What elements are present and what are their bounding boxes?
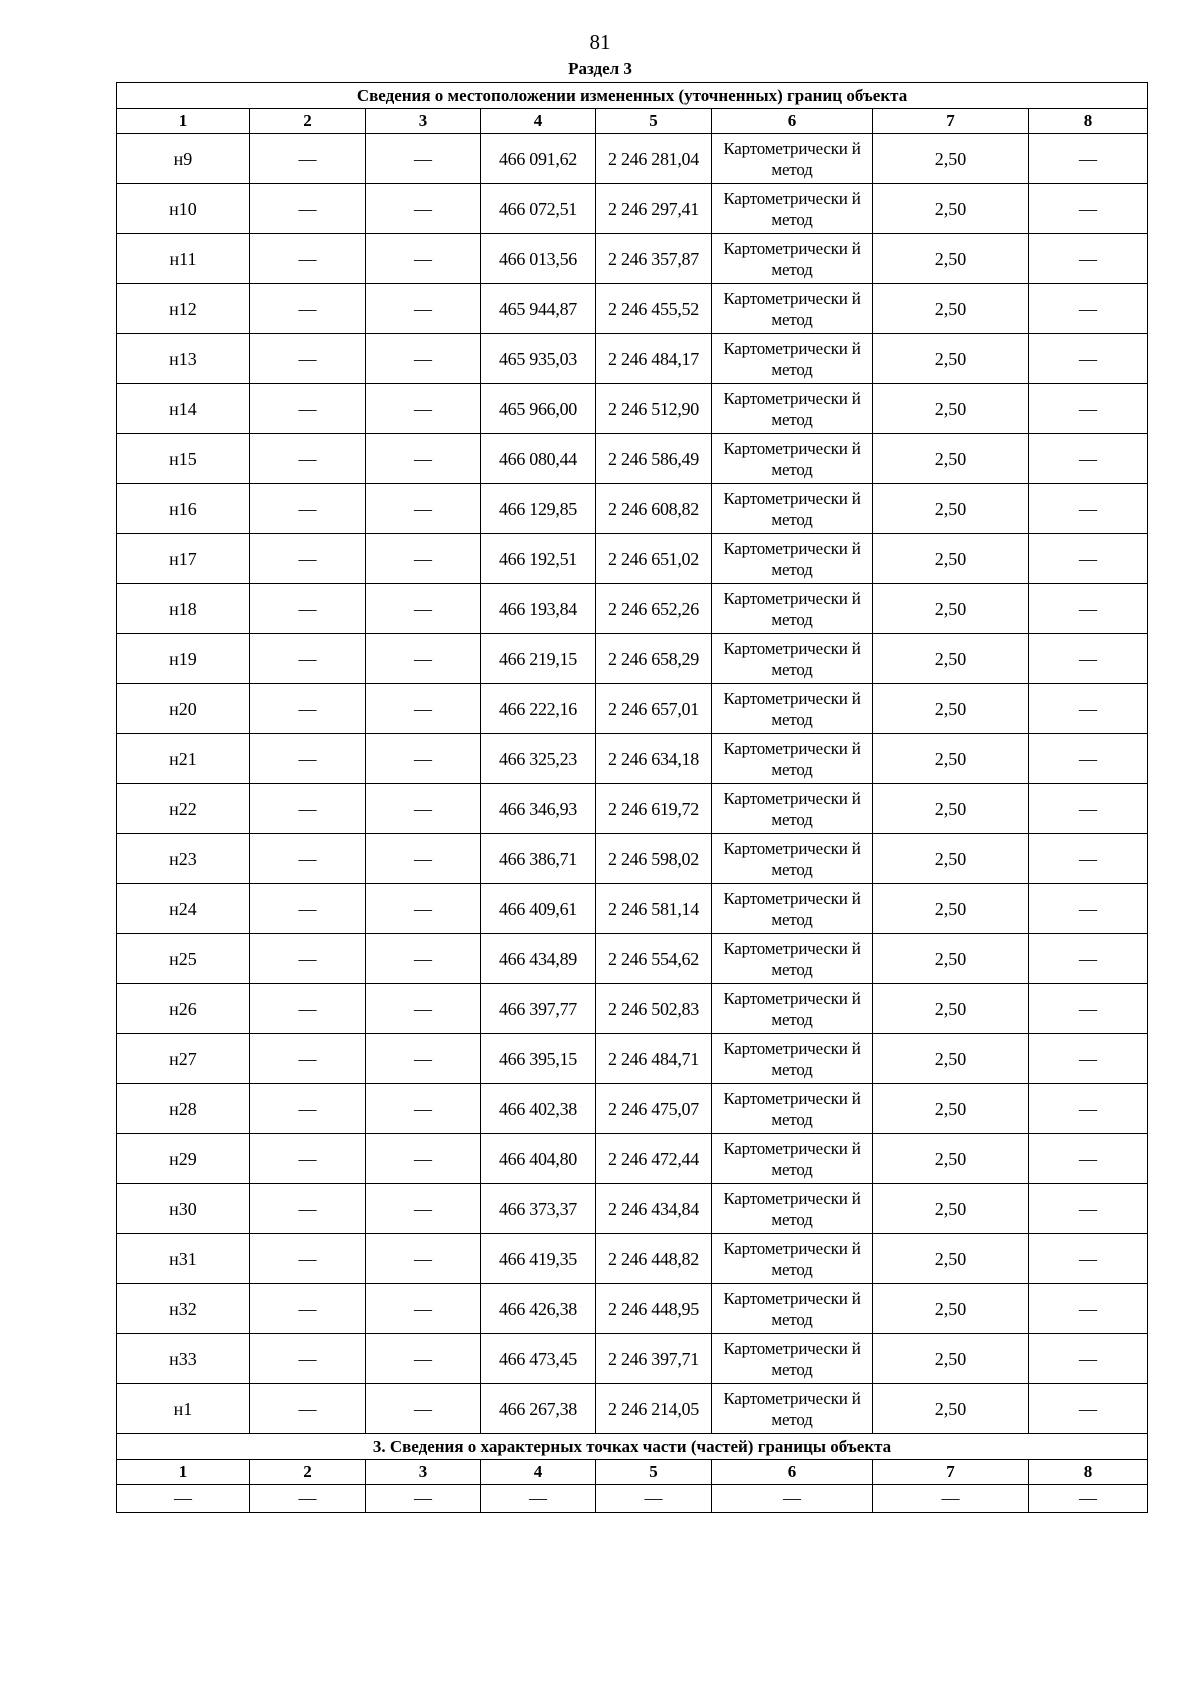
cell-col-8: — <box>1029 834 1148 884</box>
cell-method: Картометрически й метод <box>712 184 873 234</box>
table-row <box>117 934 1148 984</box>
cell-y-coordinate: 2 246 397,71 <box>596 1334 712 1384</box>
cell-y-coordinate: 2 246 586,49 <box>596 434 712 484</box>
table-row <box>117 784 1148 834</box>
cell-method: Картометрически й метод <box>712 534 873 584</box>
cell-x-coordinate: 466 222,16 <box>481 684 596 734</box>
column-number-header: 3 <box>366 1460 481 1485</box>
cell-col-3: — <box>366 184 481 234</box>
cell-method: Картометрически й метод <box>712 1034 873 1084</box>
cell-col-3: — <box>366 134 481 184</box>
table-row <box>117 1184 1148 1234</box>
table-row <box>117 1084 1148 1134</box>
cell-col-8: — <box>1029 134 1148 184</box>
cell-col-8: — <box>1029 1234 1148 1284</box>
cell-point-name: н31 <box>117 1234 250 1284</box>
column-number-header: 6 <box>712 1460 873 1485</box>
cell-accuracy: 2,50 <box>873 984 1029 1034</box>
cell-col-2: — <box>250 984 366 1034</box>
cell-x-coordinate: 466 219,15 <box>481 634 596 684</box>
cell-col-8: — <box>1029 934 1148 984</box>
table-row <box>117 284 1148 334</box>
cell-point-name: н20 <box>117 684 250 734</box>
cell-accuracy: 2,50 <box>873 234 1029 284</box>
cell-col-2: — <box>250 434 366 484</box>
cell-method: — <box>712 1485 873 1513</box>
column-number-header: 5 <box>596 1460 712 1485</box>
cell-col-2: — <box>250 1134 366 1184</box>
cell-x-coordinate: 466 091,62 <box>481 134 596 184</box>
cell-y-coordinate: 2 246 554,62 <box>596 934 712 984</box>
cell-col-8: — <box>1029 184 1148 234</box>
cell-col-2: — <box>250 1334 366 1384</box>
cell-col-8: — <box>1029 384 1148 434</box>
table-row <box>117 1485 1148 1513</box>
cell-col-3: — <box>366 234 481 284</box>
cell-point-name: н16 <box>117 484 250 534</box>
table-body <box>117 83 1148 1513</box>
cell-y-coordinate: 2 246 472,44 <box>596 1134 712 1184</box>
column-number-header: 7 <box>873 1460 1029 1485</box>
cell-y-coordinate: 2 246 657,01 <box>596 684 712 734</box>
cell-x-coordinate: 466 404,80 <box>481 1134 596 1184</box>
cell-accuracy: 2,50 <box>873 1184 1029 1234</box>
cell-y-coordinate: 2 246 634,18 <box>596 734 712 784</box>
cell-x-coordinate: 466 426,38 <box>481 1284 596 1334</box>
cell-accuracy: 2,50 <box>873 1384 1029 1434</box>
cell-y-coordinate: — <box>596 1485 712 1513</box>
cell-x-coordinate: 466 129,85 <box>481 484 596 534</box>
cell-col-3: — <box>366 434 481 484</box>
table-row <box>117 184 1148 234</box>
cell-accuracy: 2,50 <box>873 434 1029 484</box>
cell-method: Картометрически й метод <box>712 834 873 884</box>
cell-col-2: — <box>250 884 366 934</box>
table-row <box>117 1284 1148 1334</box>
cell-accuracy: 2,50 <box>873 734 1029 784</box>
cell-accuracy: 2,50 <box>873 1284 1029 1334</box>
cell-accuracy: 2,50 <box>873 784 1029 834</box>
cell-col-8: — <box>1029 334 1148 384</box>
cell-accuracy: 2,50 <box>873 684 1029 734</box>
cell-x-coordinate: 465 944,87 <box>481 284 596 334</box>
cell-point-name: н10 <box>117 184 250 234</box>
cell-col-3: — <box>366 734 481 784</box>
cell-accuracy: 2,50 <box>873 1234 1029 1284</box>
cell-col-3: — <box>366 334 481 384</box>
cell-accuracy: 2,50 <box>873 484 1029 534</box>
cell-x-coordinate: 466 473,45 <box>481 1334 596 1384</box>
cell-col-3: — <box>366 1084 481 1134</box>
table-row <box>117 634 1148 684</box>
cell-method: Картометрически й метод <box>712 134 873 184</box>
cell-point-name: н17 <box>117 534 250 584</box>
cell-col-2: — <box>250 834 366 884</box>
cell-y-coordinate: 2 246 502,83 <box>596 984 712 1034</box>
cell-x-coordinate: 466 325,23 <box>481 734 596 784</box>
cell-col-2: — <box>250 534 366 584</box>
table1-column-numbers-row <box>117 109 1148 134</box>
table-row <box>117 434 1148 484</box>
cell-method: Картометрически й метод <box>712 934 873 984</box>
cell-col-8: — <box>1029 234 1148 284</box>
table-row <box>117 834 1148 884</box>
cell-method: Картометрически й метод <box>712 784 873 834</box>
cell-col-8: — <box>1029 434 1148 484</box>
cell-y-coordinate: 2 246 619,72 <box>596 784 712 834</box>
cell-col-8: — <box>1029 984 1148 1034</box>
cell-point-name: н18 <box>117 584 250 634</box>
cell-col-3: — <box>366 784 481 834</box>
cell-y-coordinate: 2 246 651,02 <box>596 534 712 584</box>
cell-accuracy: 2,50 <box>873 634 1029 684</box>
cell-x-coordinate: 466 192,51 <box>481 534 596 584</box>
cell-method: Картометрически й метод <box>712 234 873 284</box>
table2-title-row <box>117 1434 1148 1460</box>
table2-column-numbers-row <box>117 1460 1148 1485</box>
column-number-header: 1 <box>117 109 250 134</box>
cell-col-2: — <box>250 634 366 684</box>
table-row <box>117 234 1148 284</box>
cell-x-coordinate: 466 395,15 <box>481 1034 596 1084</box>
table-row <box>117 384 1148 434</box>
cell-col-8: — <box>1029 584 1148 634</box>
cell-point-name: н23 <box>117 834 250 884</box>
table-row <box>117 1234 1148 1284</box>
table-row <box>117 984 1148 1034</box>
cell-point-name: н9 <box>117 134 250 184</box>
cell-point-name: н33 <box>117 1334 250 1384</box>
cell-y-coordinate: 2 246 448,95 <box>596 1284 712 1334</box>
cell-x-coordinate: 466 409,61 <box>481 884 596 934</box>
cell-y-coordinate: 2 246 455,52 <box>596 284 712 334</box>
cell-x-coordinate: 465 935,03 <box>481 334 596 384</box>
cell-accuracy: 2,50 <box>873 1134 1029 1184</box>
column-number-header: 2 <box>250 109 366 134</box>
page-number: 81 <box>589 30 611 54</box>
cell-col-3: — <box>366 1134 481 1184</box>
cell-col-8: — <box>1029 1084 1148 1134</box>
cell-col-2: — <box>250 134 366 184</box>
cell-col-2: — <box>250 384 366 434</box>
cell-method: Картометрически й метод <box>712 734 873 784</box>
cell-point-name: н14 <box>117 384 250 434</box>
cell-method: Картометрически й метод <box>712 584 873 634</box>
cell-col-3: — <box>366 584 481 634</box>
cell-col-2: — <box>250 234 366 284</box>
table1-title: Сведения о местоположении измененных (уточненных) границ объекта <box>117 83 1148 109</box>
cell-col-3: — <box>366 934 481 984</box>
cell-col-2: — <box>250 584 366 634</box>
cell-col-8: — <box>1029 1184 1148 1234</box>
cell-point-name: н24 <box>117 884 250 934</box>
cell-x-coordinate: 466 267,38 <box>481 1384 596 1434</box>
cell-point-name: н27 <box>117 1034 250 1084</box>
cell-method: Картометрически й метод <box>712 284 873 334</box>
cell-y-coordinate: 2 246 297,41 <box>596 184 712 234</box>
cell-accuracy: 2,50 <box>873 284 1029 334</box>
cell-x-coordinate: 466 072,51 <box>481 184 596 234</box>
cell-point-name: н32 <box>117 1284 250 1334</box>
cell-col-8: — <box>1029 1334 1148 1384</box>
cell-y-coordinate: 2 246 652,26 <box>596 584 712 634</box>
cell-col-2: — <box>250 1384 366 1434</box>
cell-col-8: — <box>1029 884 1148 934</box>
table-row <box>117 334 1148 384</box>
table-row <box>117 1384 1148 1434</box>
cell-y-coordinate: 2 246 357,87 <box>596 234 712 284</box>
column-number-header: 3 <box>366 109 481 134</box>
cell-col-2: — <box>250 184 366 234</box>
cell-point-name: н13 <box>117 334 250 384</box>
table-row <box>117 1334 1148 1384</box>
cell-col-2: — <box>250 1284 366 1334</box>
cell-accuracy: 2,50 <box>873 934 1029 984</box>
column-number-header: 7 <box>873 109 1029 134</box>
cell-col-3: — <box>366 884 481 934</box>
cell-point-name: — <box>117 1485 250 1513</box>
cell-x-coordinate: 466 193,84 <box>481 584 596 634</box>
cell-col-3: — <box>366 1284 481 1334</box>
cell-accuracy: 2,50 <box>873 184 1029 234</box>
cell-method: Картометрически й метод <box>712 1084 873 1134</box>
column-number-header: 4 <box>481 1460 596 1485</box>
cell-col-2: — <box>250 684 366 734</box>
cell-method: Картометрически й метод <box>712 484 873 534</box>
cell-col-2: — <box>250 1184 366 1234</box>
cell-y-coordinate: 2 246 581,14 <box>596 884 712 934</box>
cell-point-name: н15 <box>117 434 250 484</box>
cell-col-8: — <box>1029 634 1148 684</box>
cell-x-coordinate: 466 397,77 <box>481 984 596 1034</box>
cell-col-3: — <box>366 634 481 684</box>
cell-method: Картометрически й метод <box>712 1334 873 1384</box>
cell-method: Картометрически й метод <box>712 884 873 934</box>
cell-method: Картометрически й метод <box>712 984 873 1034</box>
cell-col-3: — <box>366 1384 481 1434</box>
cell-col-8: — <box>1029 534 1148 584</box>
cell-col-8: — <box>1029 1384 1148 1434</box>
cell-y-coordinate: 2 246 448,82 <box>596 1234 712 1284</box>
cell-accuracy: 2,50 <box>873 1034 1029 1084</box>
table1-title-row <box>117 83 1148 109</box>
cell-x-coordinate: 466 346,93 <box>481 784 596 834</box>
cell-x-coordinate: 466 434,89 <box>481 934 596 984</box>
cell-point-name: н30 <box>117 1184 250 1234</box>
cell-col-3: — <box>366 684 481 734</box>
cell-x-coordinate: — <box>481 1485 596 1513</box>
column-number-header: 1 <box>117 1460 250 1485</box>
cell-col-3: — <box>366 1034 481 1084</box>
cell-method: Картометрически й метод <box>712 684 873 734</box>
cell-x-coordinate: 466 373,37 <box>481 1184 596 1234</box>
cell-x-coordinate: 466 013,56 <box>481 234 596 284</box>
cell-col-8: — <box>1029 784 1148 834</box>
cell-y-coordinate: 2 246 658,29 <box>596 634 712 684</box>
cell-col-2: — <box>250 484 366 534</box>
column-number-header: 2 <box>250 1460 366 1485</box>
cell-y-coordinate: 2 246 608,82 <box>596 484 712 534</box>
cell-col-2: — <box>250 1485 366 1513</box>
cell-col-3: — <box>366 284 481 334</box>
cell-col-3: — <box>366 384 481 434</box>
cell-col-3: — <box>366 1485 481 1513</box>
section-title: Раздел 3 <box>568 59 632 78</box>
cell-x-coordinate: 466 080,44 <box>481 434 596 484</box>
cell-x-coordinate: 466 402,38 <box>481 1084 596 1134</box>
cell-col-3: — <box>366 1334 481 1384</box>
cell-col-2: — <box>250 1034 366 1084</box>
cell-col-2: — <box>250 334 366 384</box>
column-number-header: 8 <box>1029 109 1148 134</box>
cell-method: Картометрически й метод <box>712 434 873 484</box>
table-row <box>117 734 1148 784</box>
cell-accuracy: 2,50 <box>873 334 1029 384</box>
cell-x-coordinate: 465 966,00 <box>481 384 596 434</box>
table-row <box>117 884 1148 934</box>
cell-accuracy: 2,50 <box>873 134 1029 184</box>
cell-col-8: — <box>1029 1485 1148 1513</box>
cell-method: Картометрически й метод <box>712 1184 873 1234</box>
cell-point-name: н26 <box>117 984 250 1034</box>
cell-accuracy: 2,50 <box>873 1334 1029 1384</box>
cell-col-8: — <box>1029 1134 1148 1184</box>
cell-col-2: — <box>250 734 366 784</box>
cell-method: Картометрически й метод <box>712 384 873 434</box>
cell-point-name: н29 <box>117 1134 250 1184</box>
cell-y-coordinate: 2 246 484,17 <box>596 334 712 384</box>
cell-accuracy: — <box>873 1485 1029 1513</box>
cell-col-8: — <box>1029 684 1148 734</box>
cell-col-2: — <box>250 1084 366 1134</box>
cell-col-8: — <box>1029 1284 1148 1334</box>
cell-col-2: — <box>250 284 366 334</box>
cell-point-name: н22 <box>117 784 250 834</box>
cell-accuracy: 2,50 <box>873 884 1029 934</box>
table2-title: 3. Сведения о характерных точках части (частей) границы объекта <box>117 1434 1148 1460</box>
cell-accuracy: 2,50 <box>873 1084 1029 1134</box>
cell-col-3: — <box>366 1184 481 1234</box>
cell-point-name: н1 <box>117 1384 250 1434</box>
cell-col-8: — <box>1029 734 1148 784</box>
cell-method: Картометрически й метод <box>712 1384 873 1434</box>
cell-col-2: — <box>250 784 366 834</box>
cell-col-8: — <box>1029 484 1148 534</box>
cell-col-3: — <box>366 1234 481 1284</box>
cell-col-2: — <box>250 934 366 984</box>
cell-point-name: н21 <box>117 734 250 784</box>
cell-method: Картометрически й метод <box>712 1134 873 1184</box>
cell-col-2: — <box>250 1234 366 1284</box>
table-row <box>117 1034 1148 1084</box>
cell-point-name: н11 <box>117 234 250 284</box>
cell-y-coordinate: 2 246 484,71 <box>596 1034 712 1084</box>
cell-accuracy: 2,50 <box>873 384 1029 434</box>
table-row <box>117 534 1148 584</box>
cell-y-coordinate: 2 246 512,90 <box>596 384 712 434</box>
cell-col-8: — <box>1029 1034 1148 1084</box>
table-row <box>117 684 1148 734</box>
column-number-header: 4 <box>481 109 596 134</box>
cell-point-name: н28 <box>117 1084 250 1134</box>
cell-x-coordinate: 466 419,35 <box>481 1234 596 1284</box>
table-row <box>117 584 1148 634</box>
coordinates-table <box>116 82 1148 1513</box>
cell-method: Картометрически й метод <box>712 634 873 684</box>
cell-accuracy: 2,50 <box>873 584 1029 634</box>
cell-y-coordinate: 2 246 598,02 <box>596 834 712 884</box>
cell-y-coordinate: 2 246 214,05 <box>596 1384 712 1434</box>
cell-x-coordinate: 466 386,71 <box>481 834 596 884</box>
table-row <box>117 134 1148 184</box>
cell-y-coordinate: 2 246 434,84 <box>596 1184 712 1234</box>
cell-col-3: — <box>366 484 481 534</box>
cell-accuracy: 2,50 <box>873 534 1029 584</box>
cell-col-3: — <box>366 534 481 584</box>
cell-method: Картометрически й метод <box>712 1284 873 1334</box>
table-row <box>117 484 1148 534</box>
cell-point-name: н12 <box>117 284 250 334</box>
table-row <box>117 1134 1148 1184</box>
cell-method: Картометрически й метод <box>712 334 873 384</box>
cell-col-8: — <box>1029 284 1148 334</box>
column-number-header: 5 <box>596 109 712 134</box>
cell-col-3: — <box>366 984 481 1034</box>
cell-y-coordinate: 2 246 475,07 <box>596 1084 712 1134</box>
cell-col-3: — <box>366 834 481 884</box>
cell-point-name: н19 <box>117 634 250 684</box>
cell-accuracy: 2,50 <box>873 834 1029 884</box>
column-number-header: 8 <box>1029 1460 1148 1485</box>
column-number-header: 6 <box>712 109 873 134</box>
cell-y-coordinate: 2 246 281,04 <box>596 134 712 184</box>
cell-point-name: н25 <box>117 934 250 984</box>
cell-method: Картометрически й метод <box>712 1234 873 1284</box>
